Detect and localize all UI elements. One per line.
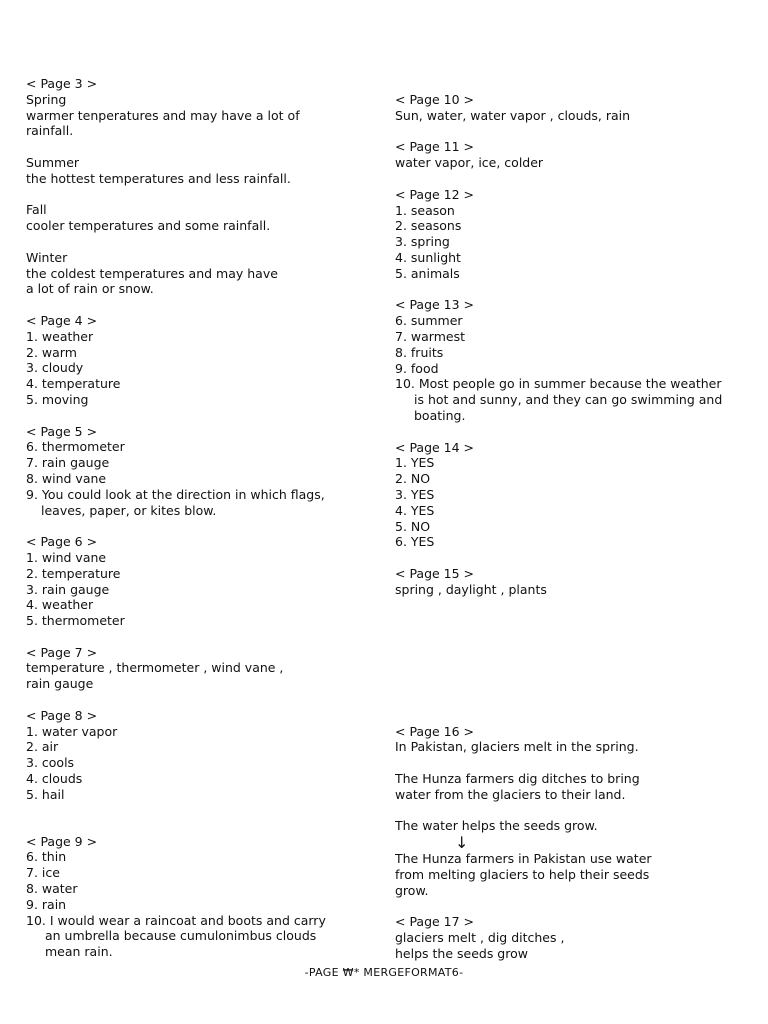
answer-item: 5. animals xyxy=(395,265,460,281)
winter-text-line-1: the coldest temperatures and may have xyxy=(26,265,278,281)
page-5-heading: < Page 5 > xyxy=(26,423,98,439)
page-4-heading: < Page 4 > xyxy=(26,312,98,328)
answer-item: 3. YES xyxy=(395,486,435,502)
page-13-section xyxy=(395,297,745,423)
fall-title: Fall xyxy=(26,202,47,218)
page-8-heading: < Page 8 > xyxy=(26,707,98,723)
spring-title: Spring xyxy=(26,91,67,107)
answer-item: 9. food xyxy=(395,360,439,376)
page-16-block-2 xyxy=(395,771,745,803)
answer-item: 4. temperature xyxy=(26,376,121,392)
page-6-section xyxy=(26,534,366,629)
page-12-section xyxy=(395,187,745,282)
answer-item: 2. seasons xyxy=(395,218,462,234)
winter-title: Winter xyxy=(26,249,68,265)
page-7-section xyxy=(26,645,366,692)
page-10-text: Sun, water, water vapor , clouds, rain xyxy=(395,107,631,123)
answer-item: 7. rain gauge xyxy=(26,455,110,471)
answer-item: 1. season xyxy=(395,202,455,218)
page-17-line-2: helps the seeds grow xyxy=(395,945,528,961)
page-12-heading: < Page 12 > xyxy=(395,186,475,202)
page-16-block-3 xyxy=(395,818,745,851)
answer-item: 4. weather xyxy=(26,597,94,613)
answer-item: 2. NO xyxy=(395,471,431,487)
answer-item: 6. YES xyxy=(395,534,435,550)
answer-item: 6. thin xyxy=(26,849,67,865)
page-16-text-1: In Pakistan, glaciers melt in the spring. xyxy=(395,739,639,755)
page-15-section xyxy=(395,566,745,598)
summer-block xyxy=(26,155,366,187)
page-5-section xyxy=(26,424,366,519)
answer-item: 4. sunlight xyxy=(395,249,461,265)
answer-item: 5. thermometer xyxy=(26,613,125,629)
answer-item: 2. air xyxy=(26,739,59,755)
winter-text-line-2: a lot of rain or snow. xyxy=(26,281,154,297)
answer-item: 1. wind vane xyxy=(26,549,107,565)
page-16-text-3: The water helps the seeds grow. xyxy=(395,818,598,834)
page-16-text-4-line-3: grow. xyxy=(395,882,429,898)
answer-item-long: 9. You could look at the direction in which flags, leaves, paper, or kites blow. xyxy=(26,486,325,518)
answer-item: 1. water vapor xyxy=(26,723,118,739)
answer-item: 5. NO xyxy=(395,518,431,534)
page-11-section xyxy=(395,139,745,171)
page-14-heading: < Page 14 > xyxy=(395,439,475,455)
left-column xyxy=(26,76,366,976)
page-6-heading: < Page 6 > xyxy=(26,534,98,550)
page-15-text: spring , daylight , plants xyxy=(395,581,547,597)
page-16-heading: < Page 16 > xyxy=(395,723,475,739)
answer-item: 5. hail xyxy=(26,786,65,802)
answer-item: 7. ice xyxy=(26,865,60,881)
page-14-section xyxy=(395,440,745,551)
page-7-line-2: rain gauge xyxy=(26,676,94,692)
page-16-text-2-line-2: water from the glaciers to their land. xyxy=(395,786,626,802)
page-17-heading: < Page 17 > xyxy=(395,914,475,930)
answer-item: 8. water xyxy=(26,881,78,897)
answer-item: 8. fruits xyxy=(395,344,444,360)
answer-item: 6. summer xyxy=(395,313,463,329)
page-16-block-4 xyxy=(395,851,745,898)
page-9-section xyxy=(26,834,366,960)
answer-item: 4. clouds xyxy=(26,771,83,787)
summer-title: Summer xyxy=(26,154,80,170)
page-16-section xyxy=(395,724,745,756)
answer-item: 9. rain xyxy=(26,896,67,912)
winter-block xyxy=(26,250,366,297)
page-7-heading: < Page 7 > xyxy=(26,644,98,660)
answer-item: 2. warm xyxy=(26,344,77,360)
page-17-section xyxy=(395,914,745,961)
page-16-text-4-line-1: The Hunza farmers in Pakistan use water xyxy=(395,851,652,867)
page-4-section xyxy=(26,313,366,408)
answer-item: 5. moving xyxy=(26,391,89,407)
answer-item-long: 10. Most people go in summer because the weather is hot and sunny, and they can go swimming and boating. xyxy=(395,376,723,423)
answer-item: 7. warmest xyxy=(395,328,465,344)
answer-item: 4. YES xyxy=(395,502,435,518)
page-7-line-1: temperature , thermometer , wind vane , xyxy=(26,660,284,676)
page-3-section xyxy=(26,76,366,139)
summer-text: the hottest temperatures and less rainfall. xyxy=(26,170,291,186)
page-13-heading: < Page 13 > xyxy=(395,297,475,313)
page-9-heading: < Page 9 > xyxy=(26,833,98,849)
page-16-text-2-line-1: The Hunza farmers dig ditches to bring xyxy=(395,770,640,786)
fall-text: cooler temperatures and some rainfall. xyxy=(26,218,271,234)
page-footer: -PAGE ₩* MERGEFORMAT6- xyxy=(304,966,464,979)
answer-item: 3. spring xyxy=(395,234,450,250)
answer-item: 3. rain gauge xyxy=(26,581,110,597)
page-16-text-4-line-2: from melting glaciers to help their seeds xyxy=(395,866,650,882)
answer-item-long: 10. I would wear a raincoat and boots and carry an umbrella because cumulonimbus clouds mean rain. xyxy=(26,912,326,960)
page-11-heading: < Page 11 > xyxy=(395,139,475,155)
fall-block xyxy=(26,202,366,234)
answer-item: 6. thermometer xyxy=(26,439,125,455)
page-17-line-1: glaciers melt , dig ditches , xyxy=(395,930,565,946)
answer-item: 3. cools xyxy=(26,755,75,771)
answer-item: 1. YES xyxy=(395,455,435,471)
page-3-heading: < Page 3 > xyxy=(26,76,98,91)
page-8-section xyxy=(26,708,366,803)
right-column xyxy=(395,92,745,977)
page-11-text: water vapor, ice, colder xyxy=(395,155,544,171)
answer-item: 8. wind vane xyxy=(26,470,107,486)
page-10-section xyxy=(395,92,745,124)
answer-item: 1. weather xyxy=(26,328,94,344)
answer-item: 3. cloudy xyxy=(26,360,84,376)
page-15-heading: < Page 15 > xyxy=(395,565,475,581)
spring-text: warmer tenperatures and may have a lot of rainfall. xyxy=(26,107,300,139)
page-10-heading: < Page 10 > xyxy=(395,92,475,107)
down-arrow-icon: ↓ xyxy=(455,833,469,853)
answer-item: 2. temperature xyxy=(26,565,121,581)
